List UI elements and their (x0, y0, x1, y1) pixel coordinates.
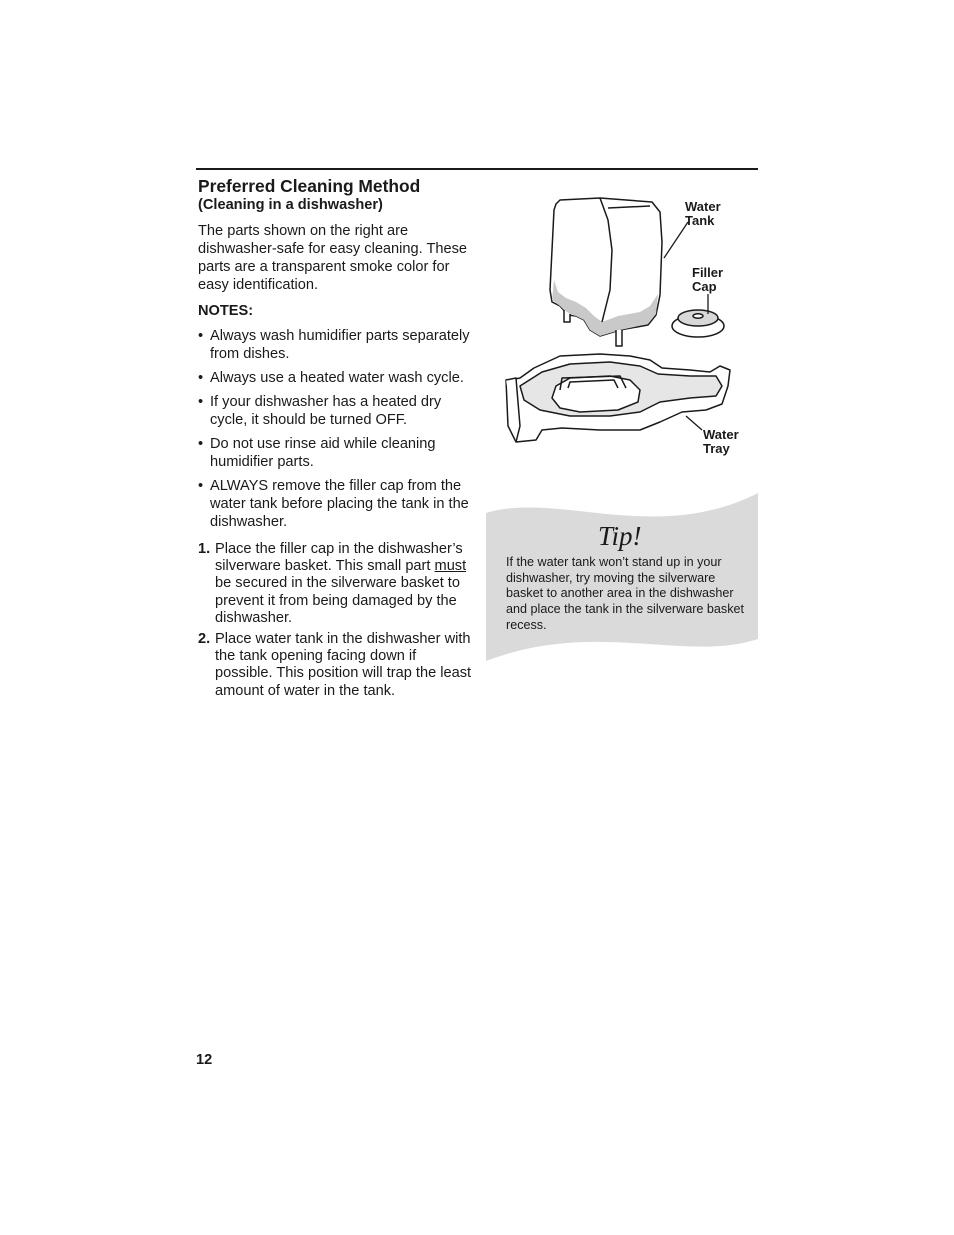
step-number: 1. (198, 541, 211, 557)
water-tank-nozzle (616, 330, 622, 346)
bullet-marker: • (198, 328, 204, 344)
note-text: Always use a heated water wash cycle. (210, 370, 464, 386)
step-item (198, 631, 473, 700)
note-item (198, 393, 473, 429)
bullet-marker: • (198, 394, 204, 410)
note-text: Do not use rinse aid while cleaning humidifier parts. (210, 436, 436, 470)
step-item (198, 541, 473, 627)
water-tray-leader-line (686, 416, 702, 430)
steps-list (198, 541, 473, 700)
note-item (198, 435, 473, 471)
step-emphasis: must (434, 558, 467, 575)
note-text: ALWAYS remove the filler cap from the water tank before placing the tank in the dishwasher. (210, 478, 469, 530)
callout-line: Tray (703, 441, 730, 456)
notes-label: NOTES: (198, 303, 254, 319)
callout-line: Tank (685, 213, 715, 228)
callout-line: Filler (692, 265, 724, 280)
step-text: Place the filler cap in the dishwasher’s silverware basket. This small part (215, 541, 463, 575)
note-text: Always wash humidifier parts separately from dishes. (210, 328, 470, 362)
section-title: Preferred Cleaning Method (198, 176, 421, 196)
note-item (198, 477, 473, 531)
water-tray-callout (703, 428, 739, 456)
step-text: be secured in the silverware basket to prevent it from being damaged by the dishwasher. (215, 575, 460, 626)
water-tank-callout (685, 200, 721, 228)
instructions-column (198, 176, 473, 704)
step-text: Place water tank in the dishwasher with the tank opening facing down if possible. This position will trap the least amount of water in the tank. (215, 631, 472, 699)
filler-cap-callout (692, 266, 723, 294)
tip-text: If the water tank won’t stand up in your dishwasher, try moving the silverware basket to another area in the dishwasher and place the tank in the silverware basket recess. (506, 555, 745, 632)
note-item (198, 327, 473, 363)
section-divider-rule (196, 168, 758, 170)
note-text: If your dishwasher has a heated dry cycle, it should be turned OFF. (210, 394, 442, 428)
page-number: 12 (196, 1052, 213, 1068)
filler-cap-center (693, 314, 703, 318)
humidifier-parts-illustration (490, 190, 758, 470)
tip-title: Tip! (598, 521, 642, 551)
step-number: 2. (198, 631, 211, 648)
callout-line: Cap (692, 279, 717, 294)
bullet-marker: • (198, 436, 204, 452)
note-item (198, 369, 473, 387)
notes-list (198, 327, 473, 531)
bullet-marker: • (198, 478, 204, 494)
intro-paragraph: The parts shown on the right are dishwasher-safe for easy cleaning. These parts are a transparent smoke color for easy identification. (198, 223, 468, 293)
section-subtitle: (Cleaning in a dishwasher) (198, 197, 383, 213)
callout-line: Water (703, 427, 739, 442)
callout-line: Water (685, 199, 721, 214)
bullet-marker: • (198, 370, 204, 386)
